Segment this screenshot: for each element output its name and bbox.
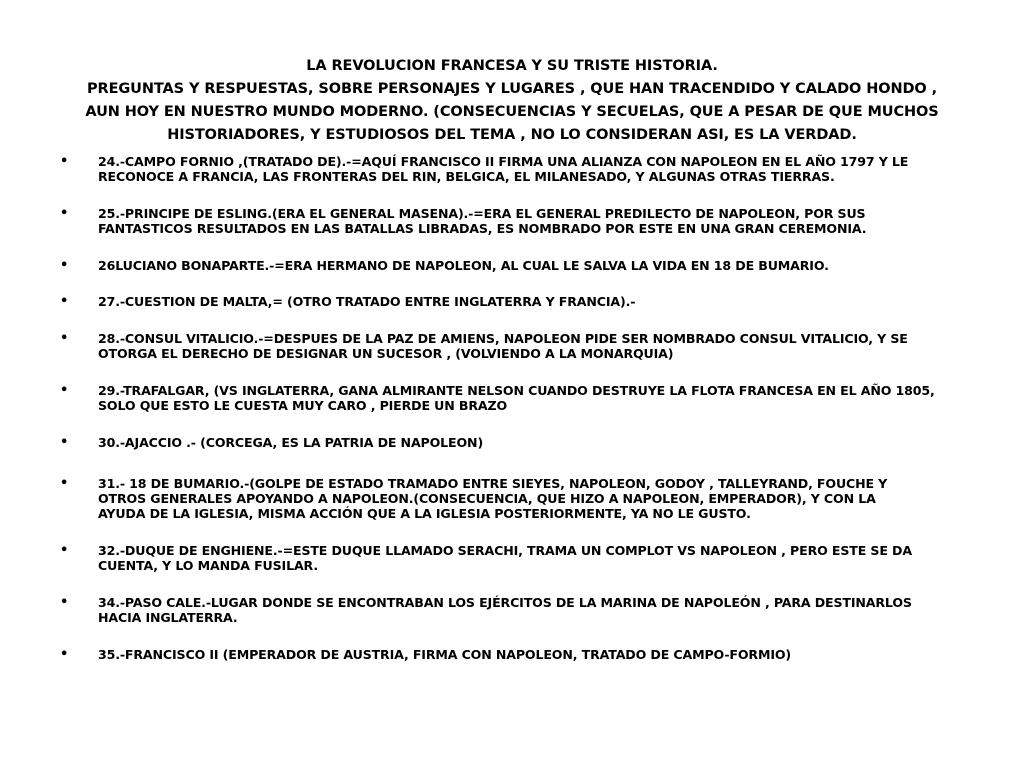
item-text-line: 32.-DUQUE DE ENGHIENE.-=ESTE DUQUE LLAMADO SERACHI, TRAMA UN COMPLOT VS NAPOLEON , PERO ESTE SE DA: [98, 543, 912, 558]
bullet-icon: •: [60, 258, 69, 273]
item-text-line: 26LUCIANO BONAPARTE.-=ERA HERMANO DE NAPOLEON, AL CUAL LE SALVA LA VIDA EN 18 DE BUMARIO.: [98, 258, 829, 273]
bullet-icon: •: [60, 647, 69, 662]
item-text-line: HACIA INGLATERRA.: [98, 610, 238, 625]
bullet-icon: •: [60, 294, 69, 309]
list-item: [58, 331, 978, 361]
item-text-line: OTORGA EL DERECHO DE DESIGNAR UN SUCESOR , (VOLVIENDO A LA MONARQUIA): [98, 346, 674, 361]
title-line: HISTORIADORES, Y ESTUDIOSOS DEL TEMA , NO LO CONSIDERAN ASI, ES LA VERDAD.: [167, 127, 857, 143]
list-item: [58, 206, 978, 236]
item-text-line: FANTASTICOS RESULTADOS EN LAS BATALLAS LIBRADAS, ES NOMBRADO POR ESTE EN UNA GRAN CEREMONIA.: [98, 221, 867, 236]
item-text-line: 25.-PRINCIPE DE ESLING.(ERA EL GENERAL MASENA).-=ERA EL GENERAL PREDILECTO DE NAPOLEON, POR SUS: [98, 206, 866, 221]
item-text-line: CUENTA, Y LO MANDA FUSILAR.: [98, 558, 318, 573]
list-item: [58, 595, 978, 625]
bullet-icon: •: [60, 476, 69, 491]
bullet-icon: •: [60, 383, 69, 398]
bullet-icon: •: [60, 543, 69, 558]
list-item: [58, 647, 978, 662]
bullet-icon: •: [60, 154, 69, 169]
item-text-line: AYUDA DE LA IGLESIA, MISMA ACCIÓN QUE A LA IGLESIA POSTERIORMENTE, YA NO LE GUSTO.: [98, 506, 751, 521]
list-item: [58, 476, 978, 521]
item-text-line: 34.-PASO CALE.-LUGAR DONDE SE ENCONTRABAN LOS EJÉRCITOS DE LA MARINA DE NAPOLEÓN , PARA DESTINARLOS: [98, 595, 912, 610]
list-item: [58, 154, 978, 184]
item-text-line: SOLO QUE ESTO LE CUESTA MUY CARO , PIERDE UN BRAZO: [98, 398, 508, 413]
list-item: [58, 435, 978, 450]
item-text-line: 28.-CONSUL VITALICIO.-=DESPUES DE LA PAZ DE AMIENS, NAPOLEON PIDE SER NOMBRADO CONSUL VITALICIO, Y SE: [98, 331, 908, 346]
list-item: [58, 294, 978, 309]
list-item: [58, 258, 978, 273]
item-text-line: 29.-TRAFALGAR, (VS INGLATERRA, GANA ALMIRANTE NELSON CUANDO DESTRUYE LA FLOTA FRANCESA EN EL AÑO 1805,: [98, 383, 935, 398]
slide-title: [60, 55, 964, 147]
bullet-icon: •: [60, 435, 69, 450]
list-item: [58, 383, 978, 413]
item-text-line: OTROS GENERALES APOYANDO A NAPOLEON.(CONSECUENCIA, QUE HIZO A NAPOLEON, EMPERADOR), Y CON LA: [98, 491, 876, 506]
item-text-line: 30.-AJACCIO .- (CORCEGA, ES LA PATRIA DE NAPOLEON): [98, 435, 484, 450]
list-item: [58, 543, 978, 573]
title-line: AUN HOY EN NUESTRO MUNDO MODERNO. (CONSECUENCIAS Y SECUELAS, QUE A PESAR DE QUE MUCHOS: [85, 104, 939, 120]
bullet-list: [58, 154, 978, 662]
item-text-line: 27.-CUESTION DE MALTA,= (OTRO TRATADO ENTRE INGLATERRA Y FRANCIA).-: [98, 294, 636, 309]
title-line: LA REVOLUCION FRANCESA Y SU TRISTE HISTORIA.: [306, 58, 718, 74]
item-text-line: 31.- 18 DE BUMARIO.-(GOLPE DE ESTADO TRAMADO ENTRE SIEYES, NAPOLEON, GODOY , TALLEYRAND, FOUCHE Y: [98, 476, 888, 491]
title-line: PREGUNTAS Y RESPUESTAS, SOBRE PERSONAJES Y LUGARES , QUE HAN TRACENDIDO Y CALADO HONDO ,: [86, 81, 938, 97]
item-text-line: 35.-FRANCISCO II (EMPERADOR DE AUSTRIA, FIRMA CON NAPOLEON, TRATADO DE CAMPO-FORMIO): [98, 647, 792, 662]
bullet-icon: •: [60, 331, 69, 346]
bullet-icon: •: [60, 595, 69, 610]
bullet-icon: •: [60, 206, 69, 221]
item-text-line: 24.-CAMPO FORNIO ,(TRATADO DE).-=AQUÍ FRANCISCO II FIRMA UNA ALIANZA CON NAPOLEON EN EL AÑO 1797 Y LE: [98, 154, 909, 169]
item-text-line: RECONOCE A FRANCIA, LAS FRONTERAS DEL RIN, BELGICA, EL MILANESADO, Y ALGUNAS OTRAS TIERRAS.: [98, 169, 835, 184]
